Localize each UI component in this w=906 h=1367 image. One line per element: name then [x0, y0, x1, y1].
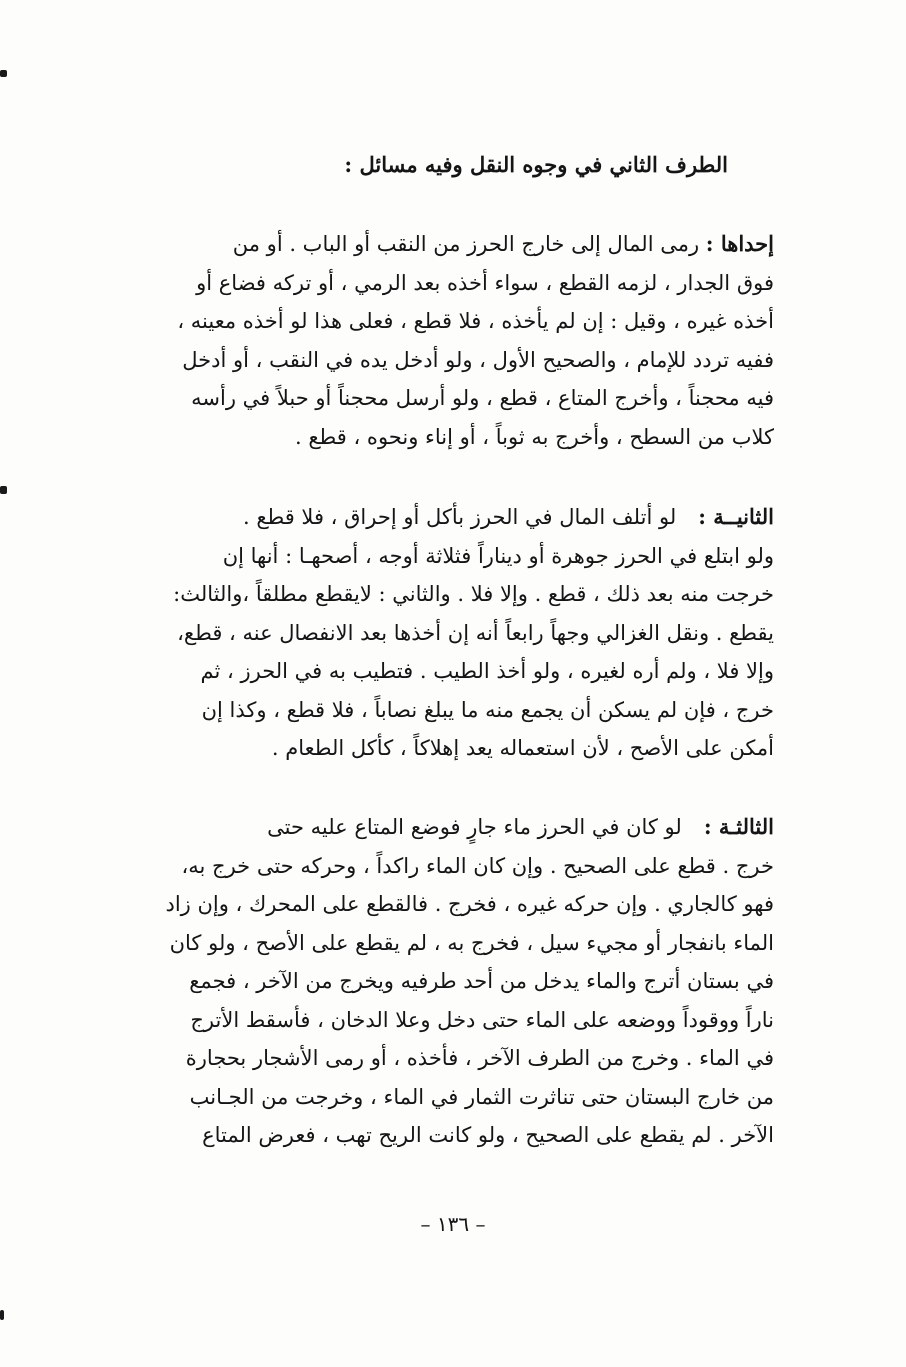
section-heading: الطرف الثاني في وجوه النقل وفيه مسائل : — [344, 152, 728, 177]
text-line: أخذه غيره ، وقيل : إن لم يأخذه ، فلا قطع ، فعلى هذا لو أخذه معينه ، — [177, 309, 774, 333]
paragraph-lead: الثالثـة : — [703, 814, 774, 839]
paragraph-lead: إحداها : — [705, 231, 774, 256]
text-line: من خارج البستان حتى تناثرت الثمار في الماء ، وخرجت من الجـانب — [189, 1084, 774, 1109]
text-line: الثالثـة :لو كان في الحرز ماء جارٍ فوضع المتاع عليه حتى — [267, 814, 774, 839]
scan-edge-mark-middle — [0, 486, 7, 494]
page-number: – ١٣٦ – — [420, 1212, 486, 1236]
scan-edge-mark-top — [0, 70, 7, 77]
text-line: خرج ، فإن لم يسكن أن يجمع منه ما يبلغ نصاباً ، فلا قطع ، وكذا إن — [201, 697, 774, 722]
paragraph-third-issue — [134, 808, 774, 1155]
text-line: فهو كالجاري . وإن حركه غيره ، فخرج . فالقطع على المحرك ، وإن زاد — [165, 892, 774, 916]
text-line: وإلا فلا ، ولم أره لغيره ، ولو أخذ الطيب . فتطيب به في الحرز ، ثم — [200, 659, 774, 683]
text-line: ناراً ووقوداً ووضعه على الماء حتى دخل وعلا الدخان ، فأسقط الأترج — [190, 1007, 774, 1032]
text-line: في بستان أترج والماء يدخل من أحد طرفيه ويخرج من الآخر ، فجمع — [189, 969, 774, 993]
text-line: في الماء . وخرج من الطرف الآخر ، فأخذه ، أو رمى الأشجار بحجارة — [185, 1046, 774, 1070]
text-line: خرجت منه بعد ذلك ، قطع . وإلا فلا . والثاني : لايقطع مطلقاً ،والثالث: — [173, 582, 774, 606]
text-line: ففيه تردد للإمام ، والصحيح الأول ، ولو أدخل يده في النقب ، أو أدخل — [182, 347, 774, 372]
text-line: يقطع . ونقل الغزالي وجهاً رابعاً أنه إن أخذها بعد الانفصال عنه ، قطع، — [177, 620, 774, 645]
text-line: خرج . قطع على الصحيح . وإن كان الماء راكداً ، وحركه حتى خرج به، — [181, 853, 774, 878]
paragraph-first-issue — [134, 225, 774, 456]
paragraph-second-issue — [134, 498, 774, 768]
text-line: فوق الجدار ، لزمه القطع ، سواء أخذه بعد الرمي ، أو تركه فضاع أو — [196, 270, 774, 295]
text-line: ولو ابتلع في الحرز جوهرة أو ديناراً فثلاثة أوجه ، أصحهـا : أنها إن — [222, 543, 774, 568]
text-line: كلاب من السطح ، وأخرج به ثوباً ، أو إناء ونحوه ، قطع . — [295, 424, 774, 449]
text-line: إحداها : رمى المال إلى خارج الحرز من النقب أو الباب . أو من — [232, 231, 774, 256]
text-line: أمكن على الأصح ، لأن استعماله يعد إهلاكاً ، كأكل الطعام . — [271, 736, 774, 760]
scan-edge-mark-bottom — [0, 1310, 4, 1320]
text-line: الآخر . لم يقطع على الصحيح ، ولو كانت الريح تهب ، فعرض المتاع — [202, 1123, 774, 1147]
text-line: فيه محجناً ، وأخرج المتاع ، قطع ، ولو أرسل محجناً أو حبلاً في رأسه — [191, 386, 774, 410]
paragraph-lead: الثانيــة : — [698, 504, 774, 529]
text-line: الثانيــة :لو أتلف المال في الحرز بأكل أو إحراق ، فلا قطع . — [242, 504, 774, 529]
text-line: الماء بانفجار أو مجيء سيل ، فخرج به ، لم يقطع على الأصح ، ولو كان — [169, 930, 774, 955]
